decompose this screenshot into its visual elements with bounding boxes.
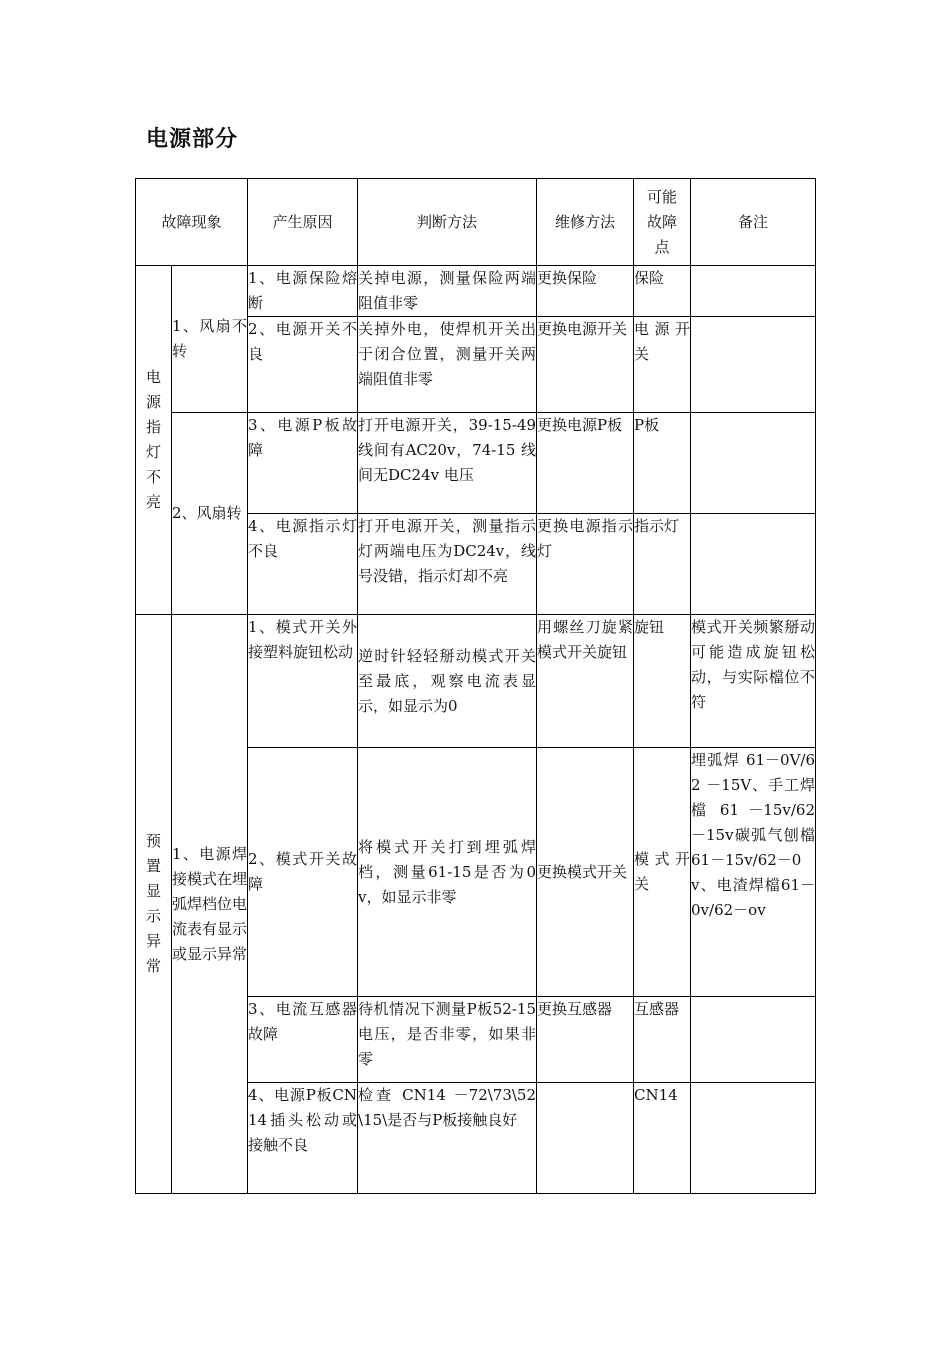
note-cell [691, 266, 816, 317]
repair-cell: 更换电源P板 [537, 413, 634, 514]
repair-cell: 更换保险 [537, 266, 634, 317]
judge-cell: 检查 CN14 －72\73\52\15\是否与P板接触良好 [358, 1083, 537, 1194]
fault-table [135, 178, 816, 1194]
header-note: 备注 [691, 179, 816, 266]
judge-cell: 待机情况下测量P板52-15电压，是否非零，如果非零 [358, 997, 537, 1083]
repair-cell: 更换电源指示灯 [537, 514, 634, 615]
point-cell: 旋钮 [634, 615, 691, 748]
judge-cell: 打开电源开关，39-15-49 线间有AC20v，74-15 线间无DC24v 电压 [358, 413, 537, 514]
table-header-row [136, 179, 816, 266]
header-cause: 产生原因 [248, 179, 358, 266]
sub-symptom-fan-stopped: 1、风扇不转 [172, 266, 248, 413]
judge-cell: 逆时针轻轻掰动模式开关至最底，观察电流表显示，如显示为0 [358, 615, 537, 748]
note-cell [691, 1083, 816, 1194]
point-cell: 模式开关 [634, 748, 691, 997]
point-cell: 互感器 [634, 997, 691, 1083]
repair-cell: 用螺丝刀旋紧模式开关旋钮 [537, 615, 634, 748]
repair-cell [537, 1083, 634, 1194]
note-cell [691, 413, 816, 514]
cause-cell: 1、电源保险熔断 [248, 266, 358, 317]
cause-cell: 3、电流互感器故障 [248, 997, 358, 1083]
note-cell [691, 514, 816, 615]
judge-cell: 关掉电源，测量保险两端阻值非零 [358, 266, 537, 317]
table-row [136, 615, 816, 748]
cause-cell: 2、模式开关故障 [248, 748, 358, 997]
header-repair: 维修方法 [537, 179, 634, 266]
symptom-power-light: 电源指灯不亮 [136, 266, 172, 615]
cause-cell: 4、电源指示灯不良 [248, 514, 358, 615]
cause-cell: 3、电源P板故障 [248, 413, 358, 514]
table-row [136, 266, 816, 317]
table-row [136, 413, 816, 514]
header-symptom: 故障现象 [136, 179, 248, 266]
point-cell: 电源开关 [634, 317, 691, 413]
repair-cell: 更换电源开关 [537, 317, 634, 413]
judge-cell: 关掉外电，使焊机开关出于闭合位置，测量开关两端阻值非零 [358, 317, 537, 413]
point-cell: P板 [634, 413, 691, 514]
note-cell [691, 997, 816, 1083]
header-judge: 判断方法 [358, 179, 537, 266]
point-cell: CN14 [634, 1083, 691, 1194]
judge-cell: 将模式开关打到埋弧焊档，测量61-15是否为0v，如显示非零 [358, 748, 537, 997]
note-cell: 埋弧焊 61－0V/62 －15V、手工焊檔 61 －15v/62－15v碳弧气刨檔61－15v/62－0v、电渣焊檔61－0v/62－ov [691, 748, 816, 997]
note-cell: 模式开关频繁掰动可能造成旋钮松动，与实际檔位不符 [691, 615, 816, 748]
cause-cell: 1、模式开关外接塑料旋钮松动 [248, 615, 358, 748]
cause-cell: 2、电源开关不良 [248, 317, 358, 413]
cause-cell: 4、电源P板CN14插头松动或接触不良 [248, 1083, 358, 1194]
sub-symptom-fan-running: 2、风扇转 [172, 413, 248, 615]
point-cell: 保险 [634, 266, 691, 317]
page-title: 电源部分 [146, 127, 239, 152]
sub-symptom-arc-mode: 1、电源焊接模式在埋弧焊档位电流表有显示或显示异常 [172, 615, 248, 1194]
point-cell: 指示灯 [634, 514, 691, 615]
judge-cell: 打开电源开关，测量指示灯两端电压为DC24v，线号没错，指示灯却不亮 [358, 514, 537, 615]
symptom-preset-display: 预置显示异常 [136, 615, 172, 1194]
note-cell [691, 317, 816, 413]
header-point: 可能故障点 [634, 179, 691, 266]
repair-cell: 更换互感器 [537, 997, 634, 1083]
repair-cell: 更换模式开关 [537, 748, 634, 997]
